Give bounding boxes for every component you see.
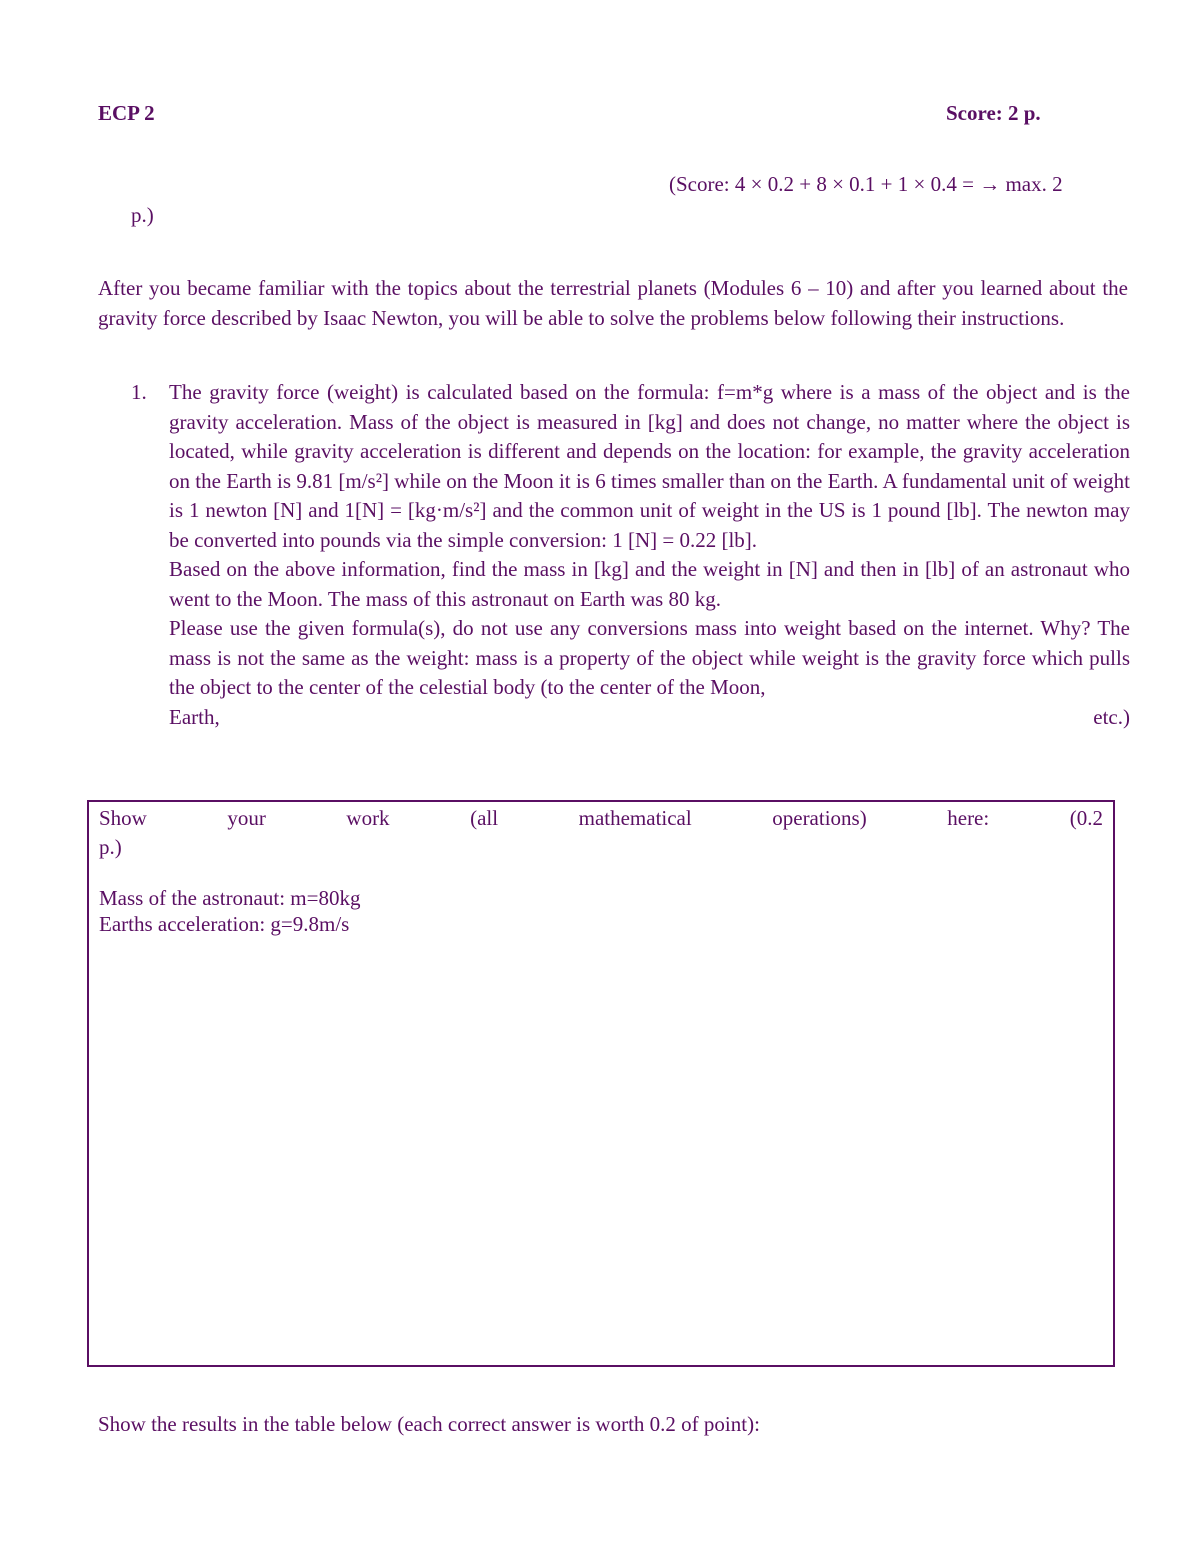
problem-paragraph-task: Based on the above information, find the mass in [kg] and the weight in [N] and then in [lb] of an astronaut who went to the Moon. The mass of this astronaut on Earth was 80 kg.: [169, 557, 1130, 611]
problem-paragraph-note: Please use the given formula(s), do not use any conversions mass into weight based on the internet. Why? The mass is not the same as the weight: mass is a property of the object while weight is the gravity force which pulls the object to the center of the celestial body (to the center of the Moon,: [169, 616, 1130, 699]
intro-paragraph: After you became familiar with the topics about the terrestrial planets (Modules 6 – 10) and after you learned about the gravity force described by Isaac Newton, you will be able to solve the problems below following their instructions.: [98, 276, 1128, 330]
score-label: Score: 2 p.: [946, 101, 1041, 125]
problem-number: 1.: [131, 380, 147, 404]
work-box-prompt: Show your work (all mathematical operations) here: (0.2: [99, 806, 1103, 830]
problem-paragraph-formula: The gravity force (weight) is calculated based on the formula: f=m*g where is a mass of the object and is the gravity acceleration. Mass of the object is measured in [kg] and does not change, no matter where the object is located, while gravity acceleration is different and depends on the location: for example, the gravity acceleration on the Earth is 9.81 [m/s²] while on the Moon it is 6 times smaller than on the Earth. A fundamental unit of weight is 1 newton [N] and 1[N] = [kg·m/s²] and the common unit of weight in the US is 1 pound [lb]. The newton may be converted into pounds via the simple conversion: 1 [N] = 0.22 [lb].: [169, 380, 1130, 552]
work-answer-mass[interactable]: Mass of the astronaut: m=80kg: [99, 886, 361, 910]
work-answer-acceleration[interactable]: Earths acceleration: g=9.8m/s: [99, 912, 350, 936]
score-formula-continuation: p.): [131, 203, 154, 227]
results-instruction: Show the results in the table below (each correct answer is worth 0.2 of point):: [98, 1412, 760, 1436]
work-box-prompt-continuation: p.): [99, 835, 122, 859]
work-box[interactable]: [87, 800, 1115, 1367]
problem-body: [169, 378, 1130, 732]
problem-paragraph-note-end: Earth, etc.): [169, 704, 1130, 729]
document-title: ECP 2: [98, 101, 155, 125]
score-formula: (Score: 4 × 0.2 + 8 × 0.1 + 1 × 0.4 = → max. 2: [669, 172, 1063, 196]
